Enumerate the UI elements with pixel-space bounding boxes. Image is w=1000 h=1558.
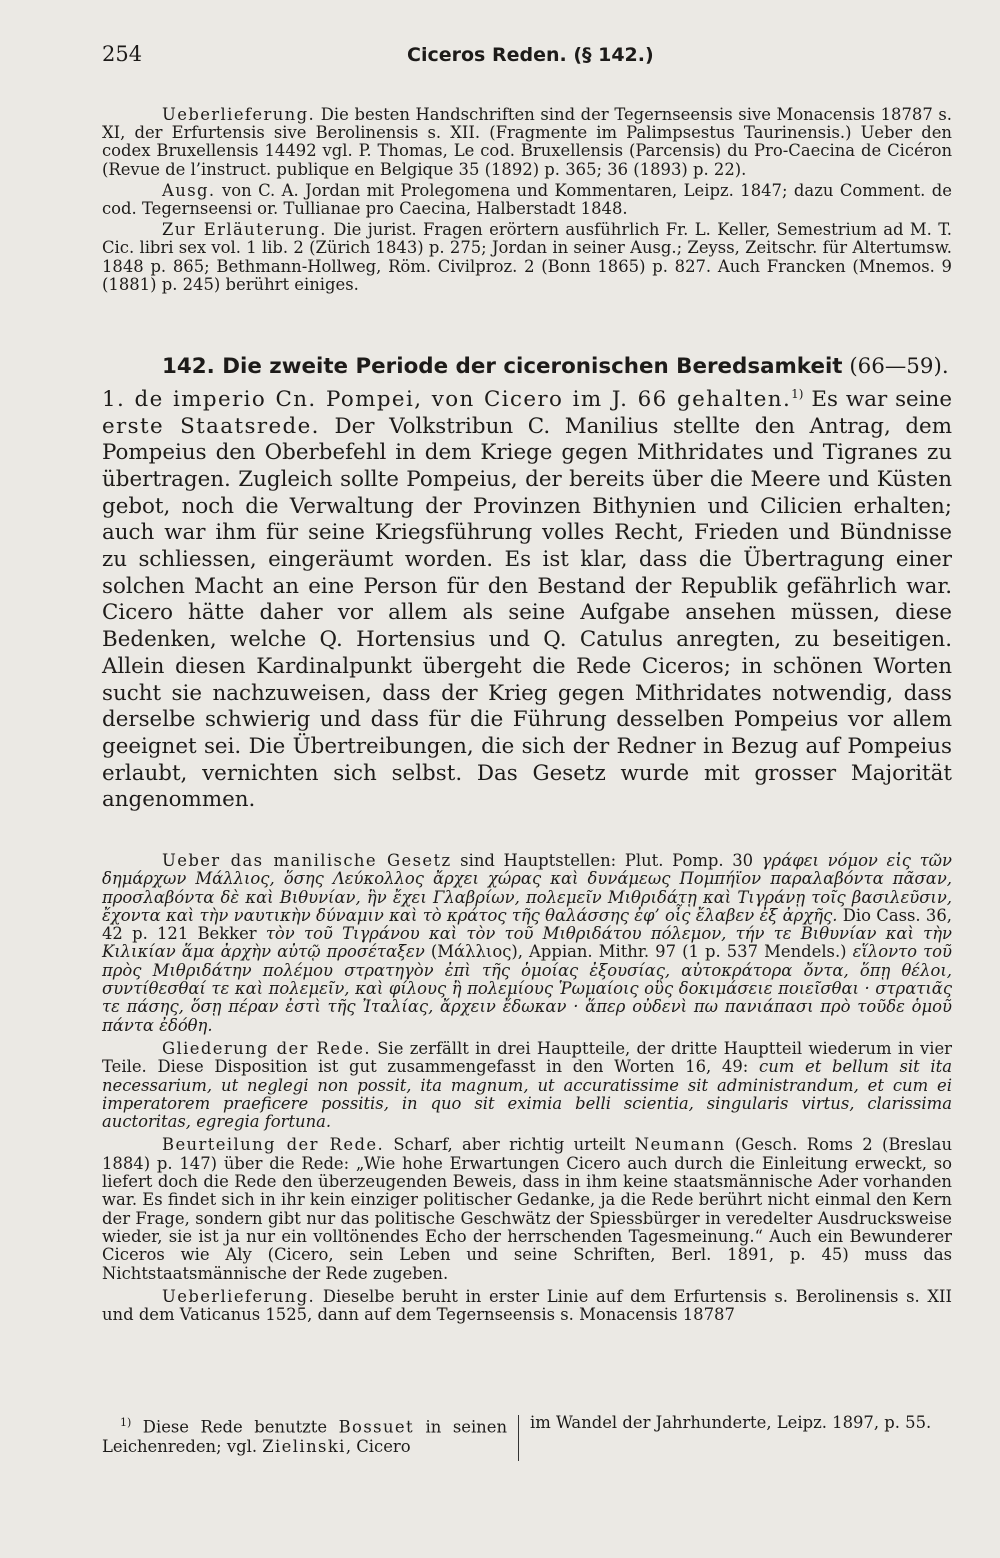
editions-label: Ausg.: [162, 180, 216, 200]
commentary-note: [102, 221, 952, 294]
editions-text: von C. A. Jordan mit Prolegomena und Kommentaren, Leipz. 1847; dazu Comment. de cod. Tegernseensi or. Tullianae pro Caecina, Halberstadt 1848.: [102, 180, 952, 219]
speech-paragraph: 1. de imperio Cn. Pompei, von Cicero im J. 66 gehalten.$^{1)}$ Es war seine erste Staatsrede. Der Volkstribun C. Manilius stellte den Antrag, dem Pompeius den Oberbefehl in dem Kriege gegen Mithridates und Tigranes zu übertragen. Zugleich sollte Pompeius, der bereits über die Meere und Küsten gebot, noch die Verwaltung der Provinzen Bithynien und Cilicien erhalten; auch war ihm für seine Kriegsführung volles Recht, Frieden und Bündnisse zu schliessen, eingeräumt worden. Es ist klar, dass die Übertragung einer solchen Macht an eine Person für den Bestand der Republik gefährlich war. Cicero hätte daher vor allem als seine Aufgabe ansehen müssen, diese Bedenken, welche Q. Hortensius und Q. Catulus anregten, zu beseitigen. Allein diesen Kardinalpunkt übergeht die Rede Ciceros; in schönen Worten sucht sie nachzuweisen, dass der Krieg gegen Mithridates notwendig, dass derselbe schwierig und dass für die Führung desselben Pompeius vor allem geeignet sei. Die Übertreibungen, die sich der Redner in Bezug auf Pompeius erlaubt, vernichten sich selbst. Das Gesetz wurde mit grosser Majorität angenommen.: [102, 386, 952, 813]
transmission-text: Die besten Handschriften sind der Tegernseensis sive Monacensis 18787 s. XI, der Erfurtensis sive Berolinensis s. XII. (Fragmente im Palimpsestus Taurinensis.) Ueber den codex Bruxellensis 14492 vgl. P. Thomas, Le cod. Bruxellensis (Parcensis) du Pro-Caecina de Cicéron (Revue de l’instruct. publique en Belgique 35 (1892) p. 365; 36 (1893) p. 22).: [102, 105, 952, 179]
author-bossuet: Bossuet: [338, 1417, 414, 1437]
section-heading: [102, 354, 952, 381]
transmission-label-2: Ueberlieferung.: [162, 1286, 316, 1306]
author-zielinski: Zielinski: [262, 1437, 346, 1457]
greek-quote-plutarch: γράφει νόμον εἰς τῶν δημάρχων Μάλλιος, ὅσης Λεύκολλος ἄρχει χώρας καὶ δυνάμεως Πομπήϊον παραλαβόντα πᾶσαν, προσλαβόντα δὲ καὶ Βιθυνίαν, ἣν ἔχει Γλαβρίων, πολεμεῖν Μιθριδάτῃ καὶ Τιγράνῃ τοῖς βασιλεῦσιν, ἔχοντα καὶ τὴν ναυτικὴν δύναμιν καὶ τὸ κράτος τῆς θαλάσσης ἐφ’ οἷς ἔλαβεν ἐξ ἀρχῆς.: [102, 851, 952, 925]
commentary-text: Die jurist. Fragen erörtern ausführlich Fr. L. Keller, Semestrium ad M. T. Cic. libri sex vol. 1 lib. 2 (Zürich 1843) p. 275; Jordan in seiner Ausg.; Zeyss, Zeitschr. für Altertumsw. 1848 p. 865; Bethmann-Hollweg, Röm. Civilproz. 2 (Bonn 1865) p. 827. Auch Francken (Mnemos. 9 (1881) p. 245) berührt einiges.: [102, 220, 953, 294]
transmission-label: Ueberlieferung.: [162, 105, 316, 124]
page-header: [102, 42, 952, 82]
section-number: 142.: [162, 354, 215, 379]
running-title: Ciceros Reden. (§ 142.): [407, 44, 654, 66]
transmission-note: [102, 106, 952, 179]
greek-quote-dio: τὸν τοῦ Τιγράνου καὶ τὸν τοῦ Μιθριδάτου πόλεμον, τήν τε Βιθυνίαν καὶ τὴν Κιλικίαν ἅμα ἀρχὴν αὐτῷ προσέταξεν: [102, 924, 952, 962]
footnote-column-divider: [518, 1415, 519, 1461]
speech-notes: [102, 852, 952, 1324]
latin-quote: cum et bellum sit ita necessarium, ut neglegi non possit, ita magnum, ut accuratissime sit administrandum, et cum ei imperatorem praeficere possitis, in quo sit eximia belli scientia, singularis virtus, clarissima auctoritas, egregia fortuna.: [102, 1057, 952, 1132]
footnote-left-column: $^{1)}$ Diese Rede benutzte Bossuet in seinen Leichenreden; vgl. Zielinski, Cicero: [102, 1416, 507, 1457]
section-142: [102, 354, 952, 814]
assessment-label: Beurteilung der Rede.: [162, 1135, 385, 1155]
footnote-marker: 1): [120, 1416, 132, 1429]
transmission-note-2: Ueberlieferung. Dieselbe beruht in erster Linie auf dem Erfurtensis s. Berolinensis s. XII und dem Vaticanus 1525, dann auf dem Tegernseensis s. Monacensis 18787: [102, 1286, 952, 1325]
page-number: 254: [102, 42, 143, 66]
commentary-label: Zur Erläuterung.: [162, 220, 327, 240]
first-speech-emphasis: erste Staatsrede.: [102, 413, 320, 439]
editions-note: [102, 182, 952, 218]
assessment-note: Beurteilung der Rede. Scharf, aber richtig urteilt Neumann (Gesch. Roms 2 (Breslau 1884) p. 147) über die Rede: „Wie hohe Erwartungen Cicero auch durch die Einleitung erweckt, so liefert doch die Rede den überzeugenden Beweis, dass in ihm keine staatsmännische Ader vorhanden war. Es findet sich in ihr kein einziger politischer Gedanke, ja die Rede berührt nicht einmal den Kern der Frage, sondern gibt nur das politische Geschwätz der Spiessbürger in veredelter Ausdrucksweise wieder, sie ist ja nur ein volltönendes Echo der herrschenden Tagesmeinung.“ Auch ein Bewunderer Ciceros wie Aly (Cicero, sein Leben und seine Schriften, Berl. 1891, p. 45) muss das Nichtstaatsmännische der Rede zugeben.: [102, 1135, 952, 1283]
section-dates: (66—59).: [842, 354, 949, 379]
structure-note: Gliederung der Rede. Sie zerfällt in drei Hauptteile, der dritte Hauptteil wiederum in vier Teile. Diese Disposition ist gut zusammengefasst in den Worten 16, 49: cum et bellum sit ita necessarium, ut neglegi non possit, ita magnum, ut accuratissime sit administrandum, et cum ei imperatorem praeficere possitis, in quo sit eximia belli scientia, singularis virtus, clarissima auctoritas, egregia fortuna.: [102, 1038, 952, 1132]
section-title: Die zweite Periode der ciceronischen Beredsamkeit: [214, 354, 843, 379]
speech-body: Der Volkstribun C. Manilius stellte den Antrag, dem Pompeius den Oberbefehl in dem Kriege gegen Mithridates und Tigranes zu übertragen. Zugleich sollte Pompeius, der bereits über die Meere und Küsten gebot, noch die Verwaltung der Provinzen Bithynien und Cilicien erhalten; auch war ihm für seine Kriegsführung volles Recht, Frieden und Bündnisse zu schliessen, eingeräumt worden. Es ist klar, dass die Übertragung einer solchen Macht an eine Person für den Bestand der Republik gefährlich war. Cicero hätte daher vor allem als seine Aufgabe ansehen müssen, diese Bedenken, welche Q. Hortensius und Q. Catulus anregten, zu beseitigen. Allein diesen Kardinalpunkt übergeht die Rede Ciceros; in schönen Worten sucht sie nachzuweisen, dass der Krieg gegen Mithridates notwendig, dass derselbe schwierig und dass für die Führung desselben Pompeius vor allem geeignet sei. Die Übertreibungen, die sich der Redner in Bezug auf Pompeius erlaubt, vernichten sich selbst. Das Gesetz wurde mit grosser Majorität angenommen.: [102, 413, 952, 813]
structure-label: Gliederung der Rede.: [162, 1038, 371, 1058]
footnote-right-column: im Wandel der Jahrhunderte, Leipz. 1897, p. 55.: [530, 1413, 932, 1432]
footnote-ref: 1): [791, 386, 804, 401]
manilian-law-note: Ueber das manilische Gesetz sind Hauptstellen: Plut. Pomp. 30 γράφει νόμον εἰς τῶν δημάρχων Μάλλιος, ὅσης Λεύκολλος ἄρχει χώρας καὶ δυνάμεως Πομπήϊον παραλαβόντα πᾶσαν, προσλαβόντα δὲ καὶ Βιθυνίαν, ἣν ἔχει Γλαβρίων, πολεμεῖν Μιθριδάτῃ καὶ Τιγράνῃ τοῖς βασιλεῦσιν, ἔχοντα καὶ τὴν ναυτικὴν δύναμιν καὶ τὸ κράτος τῆς θαλάσσης ἐφ’ οἷς ἔλαβεν ἐξ ἀρχῆς. Dio Cass. 36, 42 p. 121 Bekker τὸν τοῦ Τιγράνου καὶ τὸν τοῦ Μιθριδάτου πόλεμον, τήν τε Βιθυνίαν καὶ τὴν Κιλικίαν ἅμα ἀρχὴν αὐτῷ προσέταξεν (Μάλλιος), Appian. Mithr. 97 (1 p. 537 Mendels.) εἵλοντο τοῦ πρὸς Μιθριδάτην πολέμου στρατηγὸν ἐπὶ τῆς ὁμοίας ἐξουσίας, αὐτοκράτορα ὄντα, ὅπῃ θέλοι, συντίθεσθαί τε καὶ πολεμεῖν, καὶ φίλους ἢ πολεμίους Ῥωμαίοις οὓς δοκιμάσειε ποιεῖσθαι · στρατιᾶς τε πάσης, ὅσῃ πέραν ἐστὶ τῆς Ἰταλίας, ἄρχειν ἔδωκαν · ἅπερ οὐδενὶ πω πανιάπασι πρὸ τοῦδε ὁμοῦ πάντα ἐδόθη.: [102, 851, 952, 1035]
bibliography-notes: [102, 106, 952, 294]
speech-title: 1. de imperio Cn. Pompei, von Cicero im J. 66 gehalten.: [102, 386, 792, 412]
greek-quote-appian: εἵλοντο τοῦ πρὸς Μιθριδάτην πολέμου στρατηγὸν ἐπὶ τῆς ὁμοίας ἐξουσίας, αὐτοκράτορα ὄντα, ὅπῃ θέλοι, συντίθεσθαί τε καὶ πολεμεῖν, καὶ φίλους ἢ πολεμίους Ῥωμαίοις οὓς δοκιμάσειε ποιεῖσθαι · στρατιᾶς τε πάσης, ὅσῃ πέραν ἐστὶ τῆς Ἰταλίας, ἄρχειν ἔδωκαν · ἅπερ οὐδενὶ πω πανιάπασι πρὸ τοῦδε ὁμοῦ πάντα ἐδόθη.: [102, 942, 952, 1035]
manilian-law-label: Ueber das manilische Gesetz: [162, 851, 452, 870]
author-neumann: Neumann: [634, 1135, 726, 1155]
